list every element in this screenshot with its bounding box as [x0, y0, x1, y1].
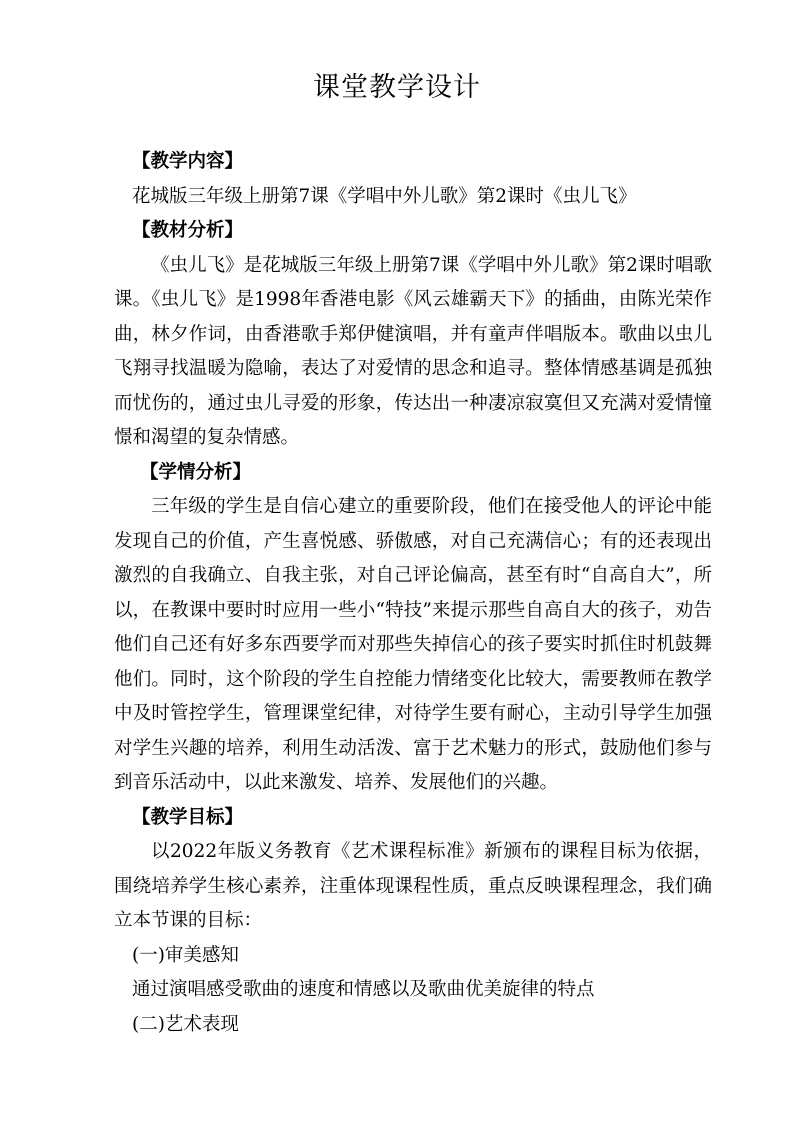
- section-heading-student-analysis: 【学情分析】: [140, 461, 252, 483]
- section-heading-teaching-content: 【教学内容】: [132, 151, 244, 172]
- student-analysis-paragraph: 三年级的学生是自信心建立的重要阶段，他们在接受他人的评论中能发现自己的价值，产生喜悦感、骄傲感，对自己充满信心；有的还表现出激烈的自我确立、自我主张，对自己评论偏高，甚至有时“自高自大”，所以，在教课中要时时应用一些小“特技”来提示那些自高自大的孩子，劝告他们自己还有好多东西要学而对那些失掉信心的孩子要实时抓住时机鼓舞他们。同时，这个阶段的学生自控能力情绪变化比较大，需要教师在教学中及时管控学生，管理课堂纪律，对待学生要有耐心，主动引导学生加强对学生兴趣的培养，利用生动活泼、富于艺术魅力的形式，鼓励他们参与到音乐活动中，以此来激发、培养、发展他们的兴趣。: [114, 496, 712, 793]
- goal-2-label: (二)艺术表现: [132, 1013, 239, 1035]
- section-heading-teaching-goals: 【教学目标】: [132, 806, 244, 828]
- goal-1-label: (一)审美感知: [132, 944, 239, 966]
- teaching-content-text: 花城版三年级上册第7课《学唱中外儿歌》第2课时《虫儿飞》: [132, 185, 637, 207]
- document-body: [114, 145, 712, 1042]
- page-title: 课堂教学设计: [313, 72, 481, 103]
- teaching-goals-paragraph: 以2022年版义务教育《艺术课程标准》新颁布的课程目标为依据，围绕培养学生核心素养，注重体现课程性质，重点反映课程理念，我们确立本节课的目标：: [114, 841, 712, 931]
- material-analysis-paragraph: 《虫儿飞》是花城版三年级上册第7课《学唱中外儿歌》第2课时唱歌课。《虫儿飞》是1998年香港电影《风云雄霸天下》的插曲，由陈光荣作曲，林夕作词，由香港歌手郑伊健演唱，并有童声伴唱版本。歌曲以虫儿飞翔寻找温暖为隐喻，表达了对爱情的思念和追寻。整体情感基调是孤独而忧伤的，通过虫儿寻爱的形象，传达出一种凄凉寂寞但又充满对爱情憧憬和渴望的复杂情感。: [114, 254, 712, 448]
- section-heading-material-analysis: 【教材分析】: [132, 220, 244, 241]
- goal-1-text: 通过演唱感受歌曲的速度和情感以及歌曲优美旋律的特点: [132, 979, 595, 1000]
